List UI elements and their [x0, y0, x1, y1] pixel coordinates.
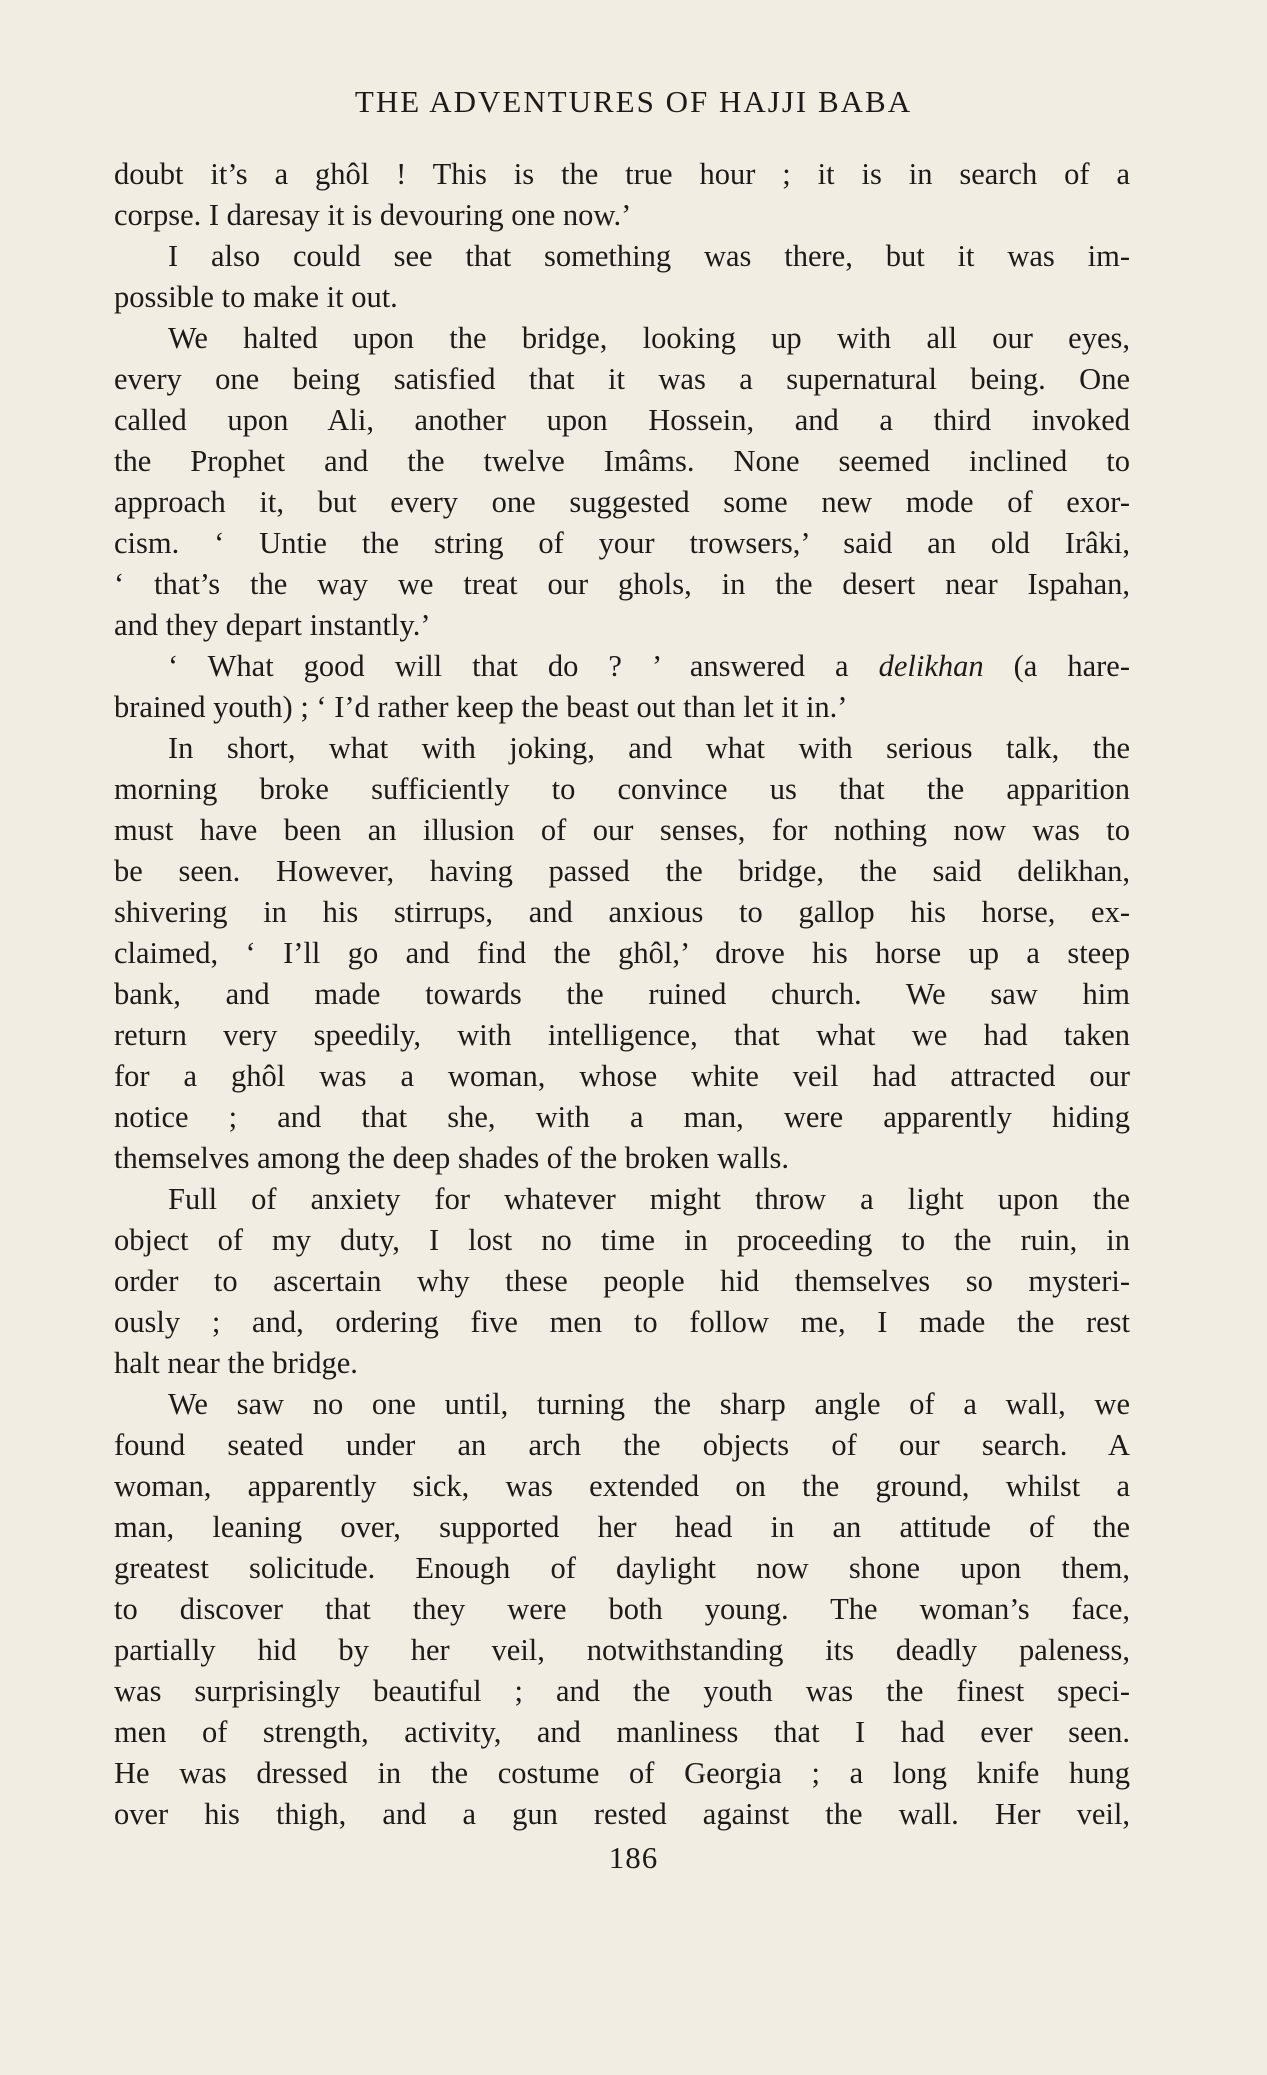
text-run: Full of anxiety for whatever might throw a light upon the: [168, 1182, 1130, 1216]
text-line: [114, 154, 1130, 195]
text-run: claimed, ‘ I’ll go and find the ghôl,’ drove his horse up a steep: [114, 936, 1130, 970]
text-run: (a hare-: [983, 649, 1130, 683]
text-run: ‘ What good will that do ? ’ answered a: [168, 649, 879, 683]
text-line: [114, 1220, 1130, 1261]
text-run: corpse. I daresay it is devouring one now.’: [114, 198, 632, 232]
text-run: partially hid by her veil, notwithstanding its deadly paleness,: [114, 1633, 1130, 1667]
text-run: object of my duty, I lost no time in proceeding to the ruin, in: [114, 1223, 1130, 1257]
text-line: [114, 482, 1130, 523]
text-line: [114, 1343, 1130, 1384]
text-run: and they depart instantly.’: [114, 608, 431, 642]
text-line: [114, 810, 1130, 851]
text-line: [114, 687, 1130, 728]
text-run: man, leaning over, supported her head in an attitude of the: [114, 1510, 1130, 1544]
text-line: [114, 1261, 1130, 1302]
text-line: [114, 646, 1130, 687]
text-run: bank, and made towards the ruined church. We saw him: [114, 977, 1130, 1011]
text-line: [114, 564, 1130, 605]
text-line: [114, 1179, 1130, 1220]
text-line: [114, 769, 1130, 810]
text-run: was surprisingly beautiful ; and the youth was the finest speci-: [114, 1674, 1130, 1708]
page-number: 186: [608, 1840, 659, 1875]
text-line: [114, 1507, 1130, 1548]
text-run: themselves among the deep shades of the broken walls.: [114, 1141, 790, 1175]
text-line: [114, 318, 1130, 359]
text-line: [114, 400, 1130, 441]
text-run: notice ; and that she, with a man, were apparently hiding: [114, 1100, 1130, 1134]
text-line: [114, 892, 1130, 933]
text-run: possible to make it out.: [114, 280, 398, 314]
text-run: be seen. However, having passed the bridge, the said delikhan,: [114, 854, 1130, 888]
text-run: doubt it’s a ghôl ! This is the true hour ; it is in search of a: [114, 157, 1130, 191]
text-line: [114, 1097, 1130, 1138]
text-line: [114, 933, 1130, 974]
text-run: shivering in his stirrups, and anxious to gallop his horse, ex-: [114, 895, 1130, 929]
text-line: [114, 1589, 1130, 1630]
italic-term: delikhan: [878, 649, 984, 683]
text-line: [114, 359, 1130, 400]
text-line: [114, 1671, 1130, 1712]
text-run: cism. ‘ Untie the string of your trowsers,’ said an old Irâki,: [114, 526, 1130, 560]
text-line: [114, 1753, 1130, 1794]
text-run: brained youth) ; ‘ I’d rather keep the beast out than let it in.’: [114, 690, 848, 724]
text-run: halt near the bridge.: [114, 1346, 358, 1380]
text-run: greatest solicitude. Enough of daylight now shone upon them,: [114, 1551, 1130, 1585]
text-run: ously ; and, ordering five men to follow me, I made the rest: [114, 1305, 1130, 1339]
text-run: called upon Ali, another upon Hossein, and a third invoked: [114, 403, 1130, 437]
text-line: [114, 1302, 1130, 1343]
text-run: In short, what with joking, and what with serious talk, the: [168, 731, 1130, 765]
text-run: every one being satisfied that it was a supernatural being. One: [114, 362, 1130, 396]
text-run: for a ghôl was a woman, whose white veil had attracted our: [114, 1059, 1130, 1093]
text-line: [114, 1138, 1130, 1179]
text-line: [114, 1548, 1130, 1589]
text-run: the Prophet and the twelve Imâms. None seemed inclined to: [114, 444, 1130, 478]
text-line: [114, 1384, 1130, 1425]
text-run: woman, apparently sick, was extended on the ground, whilst a: [114, 1469, 1130, 1503]
text-run: We saw no one until, turning the sharp angle of a wall, we: [168, 1387, 1130, 1421]
text-run: return very speedily, with intelligence, that what we had taken: [114, 1018, 1130, 1052]
text-line: [114, 1466, 1130, 1507]
text-run: men of strength, activity, and manliness that I had ever seen.: [114, 1715, 1130, 1749]
text-run: I also could see that something was there, but it was im-: [168, 239, 1130, 273]
text-line: [114, 236, 1130, 277]
text-line: [114, 277, 1130, 318]
running-head: THE ADVENTURES OF HAJJI BABA: [354, 84, 913, 119]
text-run: must have been an illusion of our senses, for nothing now was to: [114, 813, 1130, 847]
text-run: to discover that they were both young. The woman’s face,: [114, 1592, 1130, 1626]
text-run: found seated under an arch the objects of our search. A: [114, 1428, 1130, 1462]
text-line: [114, 1794, 1130, 1835]
text-line: [114, 1015, 1130, 1056]
text-run: He was dressed in the costume of Georgia ; a long knife hung: [114, 1756, 1130, 1790]
text-line: [114, 974, 1130, 1015]
text-line: [114, 1056, 1130, 1097]
body-text: [114, 154, 1130, 1835]
text-run: over his thigh, and a gun rested against the wall. Her veil,: [114, 1797, 1130, 1831]
text-line: [114, 728, 1130, 769]
text-line: [114, 441, 1130, 482]
text-run: approach it, but every one suggested some new mode of exor-: [114, 485, 1130, 519]
text-line: [114, 523, 1130, 564]
text-line: [114, 1630, 1130, 1671]
text-line: [114, 1712, 1130, 1753]
text-run: order to ascertain why these people hid themselves so mysteri-: [114, 1264, 1130, 1298]
text-run: ‘ that’s the way we treat our ghols, in the desert near Ispahan,: [114, 567, 1130, 601]
text-run: We halted upon the bridge, looking up with all our eyes,: [168, 321, 1130, 355]
text-line: [114, 605, 1130, 646]
text-line: [114, 195, 1130, 236]
text-run: morning broke sufficiently to convince us that the apparition: [114, 772, 1130, 806]
text-line: [114, 1425, 1130, 1466]
text-line: [114, 851, 1130, 892]
